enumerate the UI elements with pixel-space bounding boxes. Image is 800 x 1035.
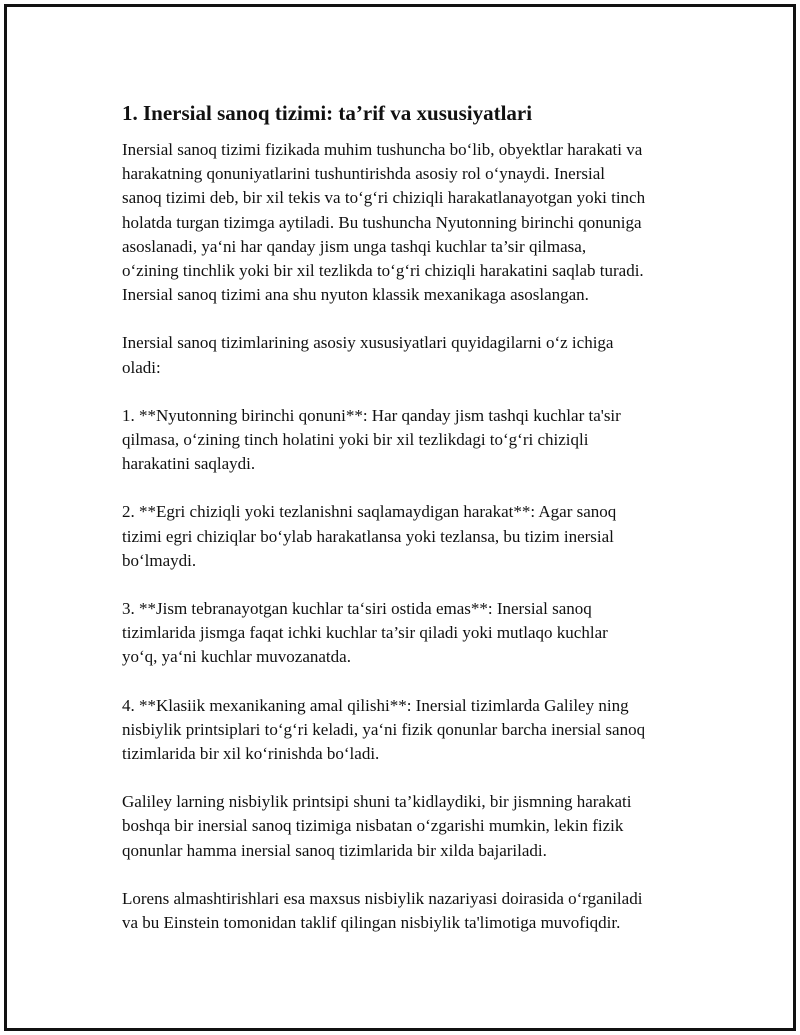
list-item-4: 4. **Klasiik mexanikaning amal qilishi**: Inersial tizimlarda Galiley ning nisbiylik printsiplari to‘g‘ri keladi, ya‘ni fizik qonunlar barcha inersial sanoq tizimlarida bir xil ko‘rinishda bo‘ladi. [122, 695, 646, 764]
paragraph-galileo: Galiley larning nisbiylik printsipi shuni ta’kidlaydiki, bir jismning harakati boshqa bir inersial sanoq tizimiga nisbatan o‘zgarishi mumkin, lekin fizik qonunlar hamma inersial sanoq tizimlarida bir xilda bajariladi. [122, 792, 632, 860]
page-frame [4, 4, 796, 1031]
list-item-2: 2. **Egri chiziqli yoki tezlanishni saqlamaydigan harakat**: Agar sanoq tizimi egri chiziqlar bo‘ylab harakatlansa yoki tezlansa, bu tizim inersial bo‘lmaydi. [122, 502, 617, 570]
document-body [122, 100, 702, 959]
paragraph-intro: Inersial sanoq tizimi fizikada muhim tushuncha bo‘lib, obyektlar harakati va harakatning qonuniyatlarini tushuntirishda asosiy rol o‘ynaydi. Inersial sanoq tizimi deb, bir xil tekis va to‘g‘ri chiziqli harakatlanayotgan yoki tinch holatda turgan tizimga aytiladi. Bu tushuncha Nyutonning birinchi qonuniga asoslanadi, ya‘ni har qanday jism unga tashqi kuchlar ta’sir qilmasa, o‘zining tinchlik yoki bir xil tezlikda to‘g‘ri chiziqli harakatini saqlab turadi. Inersial sanoq tizimi ana shu nyuton klassik mexanikaga asoslangan. [122, 140, 646, 305]
list-item-3: 3. **Jism tebranayotgan kuchlar ta‘siri ostida emas**: Inersial sanoq tizimlarida jismga faqat ichki kuchlar ta’sir qiladi yoki mutlaqo kuchlar yo‘q, ya‘ni kuchlar muvozanatda. [122, 599, 608, 667]
paragraph-lorentz: Lorens almashtirishlari esa maxsus nisbiylik nazariyasi doirasida o‘rganiladi va bu Einstein tomonidan taklif qilingan nisbiylik ta'limotiga muvofiqdir. [122, 888, 643, 933]
list-item-1: 1. **Nyutonning birinchi qonuni**: Har qanday jism tashqi kuchlar ta'sir qilmasa, o‘zining tinch holatini yoki bir xil tezlikdagi to‘g‘ri chiziqli harakatini saqlaydi. [122, 405, 621, 474]
section-heading: 1. Inersial sanoq tizimi: ta’rif va xususiyatlari [122, 101, 533, 125]
paragraph-properties-lead: Inersial sanoq tizimlarining asosiy xususiyatlari quyidagilarni o‘z ichiga oladi: [122, 333, 614, 377]
